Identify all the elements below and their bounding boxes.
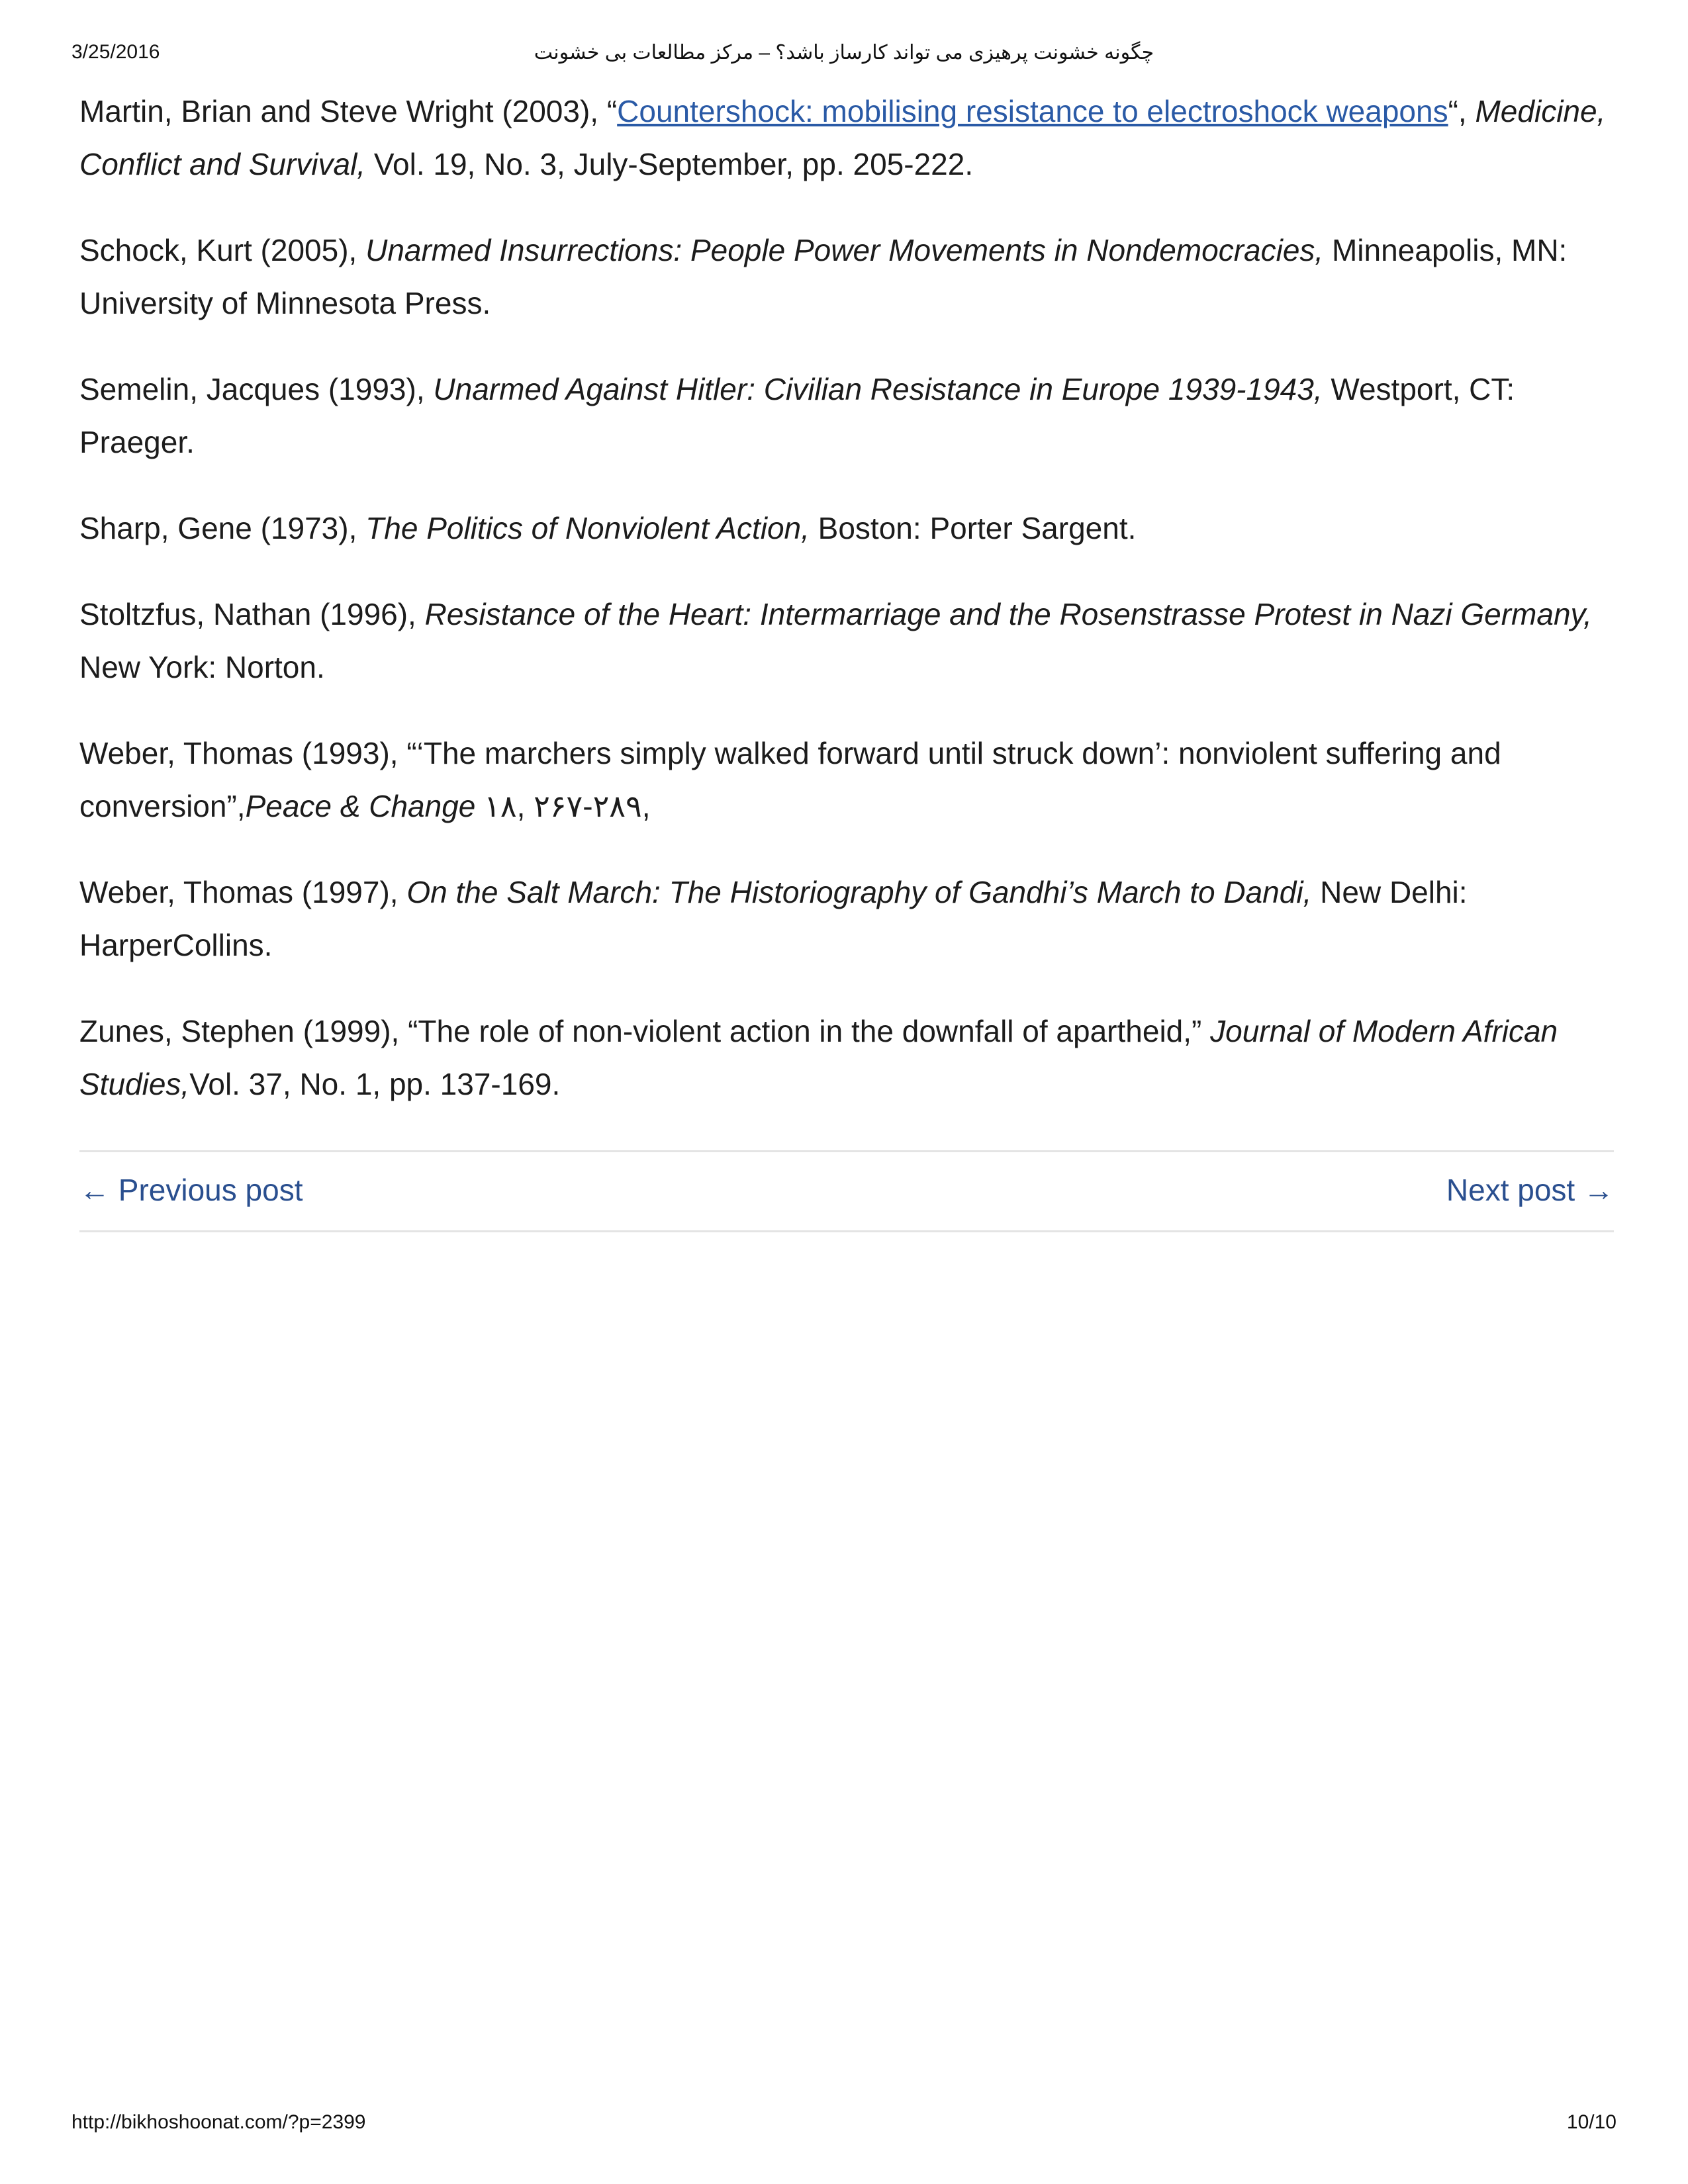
reference-author: Weber, Thomas (1997), (79, 875, 407, 909)
reference-item (79, 363, 1615, 469)
print-url: http://bikhoshoonat.com/?p=2399 (71, 2111, 366, 2133)
next-post-link[interactable]: Next post → (1446, 1173, 1614, 1207)
reference-source-title: Medicine, Conflict and Survival, (79, 94, 1606, 181)
reference-author: Schock, Kurt (2005), (79, 233, 366, 267)
reference-details: ۱۸, ۲۶۷-۲۸۹, (475, 789, 651, 823)
previous-post-link[interactable]: ← Previous post (79, 1173, 303, 1207)
reference-item (79, 85, 1615, 191)
print-footer (71, 2111, 1617, 2138)
reference-source-title: The Politics of Nonviolent Action, (365, 511, 810, 545)
print-header (71, 41, 1617, 68)
page-number: 10/10 (1566, 2111, 1617, 2133)
reference-details: Vol. 19, No. 3, July-September, pp. 205-222. (365, 147, 974, 181)
reference-source-title: Peace & Change (245, 789, 476, 823)
reference-link[interactable]: Countershock: mobilising resistance to electroshock weapons (617, 94, 1448, 128)
references-list (79, 85, 1615, 1144)
reference-author: Stoltzfus, Nathan (1996), (79, 597, 425, 631)
reference-author: Martin, Brian and Steve Wright (2003), “ (79, 94, 618, 128)
reference-details: Minneapolis, MN: University of Minnesota Press. (79, 233, 1568, 320)
reference-item (79, 866, 1615, 972)
reference-item (79, 1005, 1615, 1111)
reference-details: New Delhi: HarperCollins. (79, 875, 1468, 962)
reference-author: Sharp, Gene (1973), (79, 511, 366, 545)
print-page-title: چگونه خشونت پرهیزی می تواند کارساز باشد؟ – مرکز مطالعات بی خشونت (534, 42, 1154, 64)
reference-details: Westport, CT: Praeger. (79, 372, 1515, 459)
reference-details: New York: Norton. (79, 650, 325, 684)
reference-item (79, 224, 1615, 330)
reference-item (79, 727, 1615, 833)
reference-item (79, 588, 1615, 694)
print-date: 3/25/2016 (71, 41, 160, 63)
reference-separator: “, (1448, 94, 1476, 128)
reference-source-title: On the Salt March: The Historiography of Gandhi’s March to Dandi, (406, 875, 1312, 909)
reference-item (79, 502, 1615, 555)
reference-details: Boston: Porter Sargent. (809, 511, 1137, 545)
reference-source-title: Journal of Modern African Studies, (79, 1014, 1558, 1101)
reference-author: Semelin, Jacques (1993), (79, 372, 434, 406)
reference-source-title: Unarmed Against Hitler: Civilian Resistance in Europe 1939-1943, (433, 372, 1323, 406)
reference-author: Weber, Thomas (1993), “‘The marchers simply walked forward until struck down’: nonviolent suffering and conversion”, (79, 736, 1501, 823)
reference-details: Vol. 37, No. 1, pp. 137-169. (189, 1067, 561, 1101)
post-navigation (79, 1150, 1614, 1232)
reference-author: Zunes, Stephen (1999), “The role of non-violent action in the downfall of apartheid,” (79, 1014, 1211, 1048)
reference-source-title: Unarmed Insurrections: People Power Movements in Nondemocracies, (365, 233, 1324, 267)
reference-source-title: Resistance of the Heart: Intermarriage and the Rosenstrasse Protest in Nazi Germany, (424, 597, 1592, 631)
